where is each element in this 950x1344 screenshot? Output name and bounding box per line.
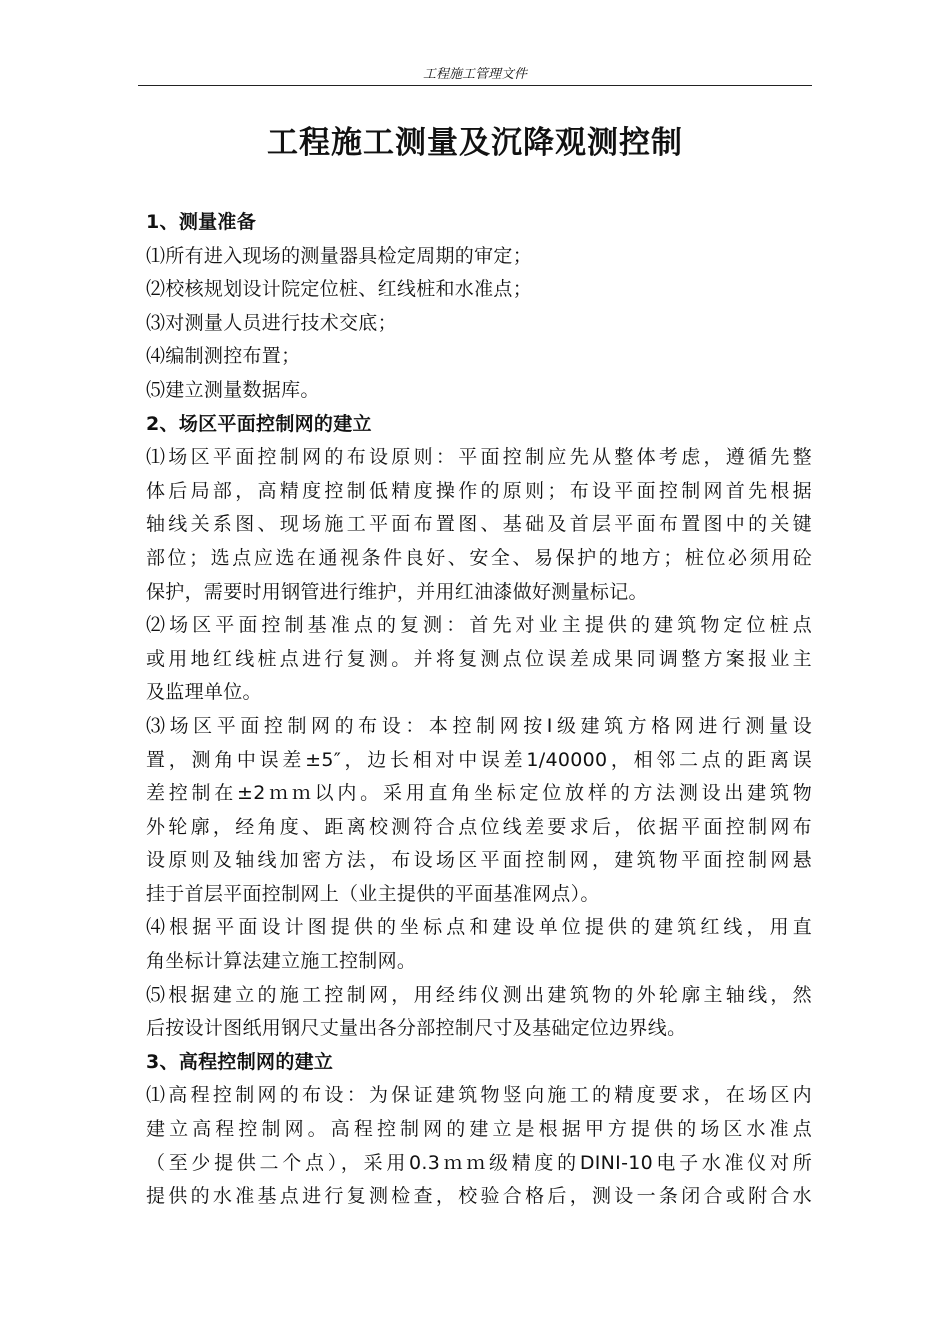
body-line: ⑶场区平面控制网的布设：本控制网按Ⅰ级建筑方格网进行测量设 <box>146 714 812 737</box>
body-line: 体后局部，高精度控制低精度操作的原则；布设平面控制网首先根据 <box>146 479 812 502</box>
body-line: ⑴所有进入现场的测量器具检定周期的审定； <box>146 244 533 267</box>
running-header: 工程施工管理文件 <box>422 67 527 82</box>
section-heading: 3、高程控制网的建立 <box>146 1050 334 1073</box>
document-title: 工程施工测量及沉降观测控制 <box>267 125 683 161</box>
body-line: （至少提供二个点），采用0.3ｍｍ级精度的DINI-10电子水准仪对所 <box>146 1151 812 1174</box>
body-line: 外轮廓，经角度、距离校测符合点位线差要求后，依据平面控制网布 <box>146 815 812 838</box>
body-line: 轴线关系图、现场施工平面布置图、基础及首层平面布置图中的关键 <box>146 513 812 536</box>
body-line: 或用地红线桩点进行复测。并将复测点位误差成果同调整方案报业主 <box>146 647 812 670</box>
body-line: 及监理单位。 <box>146 681 262 704</box>
body-line: 保护，需要时用钢管进行维护，并用红油漆做好测量标记。 <box>146 580 648 603</box>
body-line: 部位；选点应选在通视条件良好、安全、易保护的地方；桩位必须用砼 <box>146 546 812 569</box>
header-divider <box>138 85 812 86</box>
body-line: ⑷编制测控布置； <box>146 345 301 368</box>
body-line: 角坐标计算法建立施工控制网。 <box>146 950 417 973</box>
body-line: 后按设计图纸用钢尺丈量出各分部控制尺寸及基础定位边界线。 <box>146 1017 687 1040</box>
section-heading: 1、测量准备 <box>146 211 257 233</box>
body-line: ⑸根据建立的施工控制网，用经纬仪测出建筑物的外轮廓主轴线，然 <box>146 983 812 1006</box>
body-line: ⑴高程控制网的布设：为保证建筑物竖向施工的精度要求，在场区内 <box>146 1084 812 1107</box>
body-line: ⑴场区平面控制网的布设原则：平面控制应先从整体考虑，遵循先整 <box>146 446 812 469</box>
body-line: 提供的水准基点进行复测检查，校验合格后，测设一条闭合或附合水 <box>146 1185 812 1208</box>
body-line: 挂于首层平面控制网上（业主提供的平面基准网点）。 <box>146 882 600 905</box>
body-line: ⑵场区平面控制基准点的复测：首先对业主提供的建筑物定位桩点 <box>146 614 812 637</box>
body-line: 置，测角中误差±5″，边长相对中误差1/40000，相邻二点的距离误 <box>146 748 812 771</box>
body-line: 建立高程控制网。高程控制网的建立是根据甲方提供的场区水准点 <box>146 1118 812 1141</box>
body-line: ⑶对测量人员进行技术交底； <box>146 311 397 334</box>
section-heading: 2、场区平面控制网的建立 <box>146 412 372 435</box>
body-line: ⑵校核规划设计院定位桩、红线桩和水准点； <box>146 278 533 301</box>
body-line: 差控制在±2ｍｍ以内。采用直角坐标定位放样的方法测设出建筑物 <box>146 782 812 805</box>
document-body <box>146 206 812 1214</box>
body-line: 设原则及轴线加密方法，布设场区平面控制网，建筑物平面控制网悬 <box>146 849 812 872</box>
body-line: ⑷根据平面设计图提供的坐标点和建设单位提供的建筑红线，用直 <box>146 916 812 939</box>
body-line: ⑸建立测量数据库。 <box>146 378 320 401</box>
